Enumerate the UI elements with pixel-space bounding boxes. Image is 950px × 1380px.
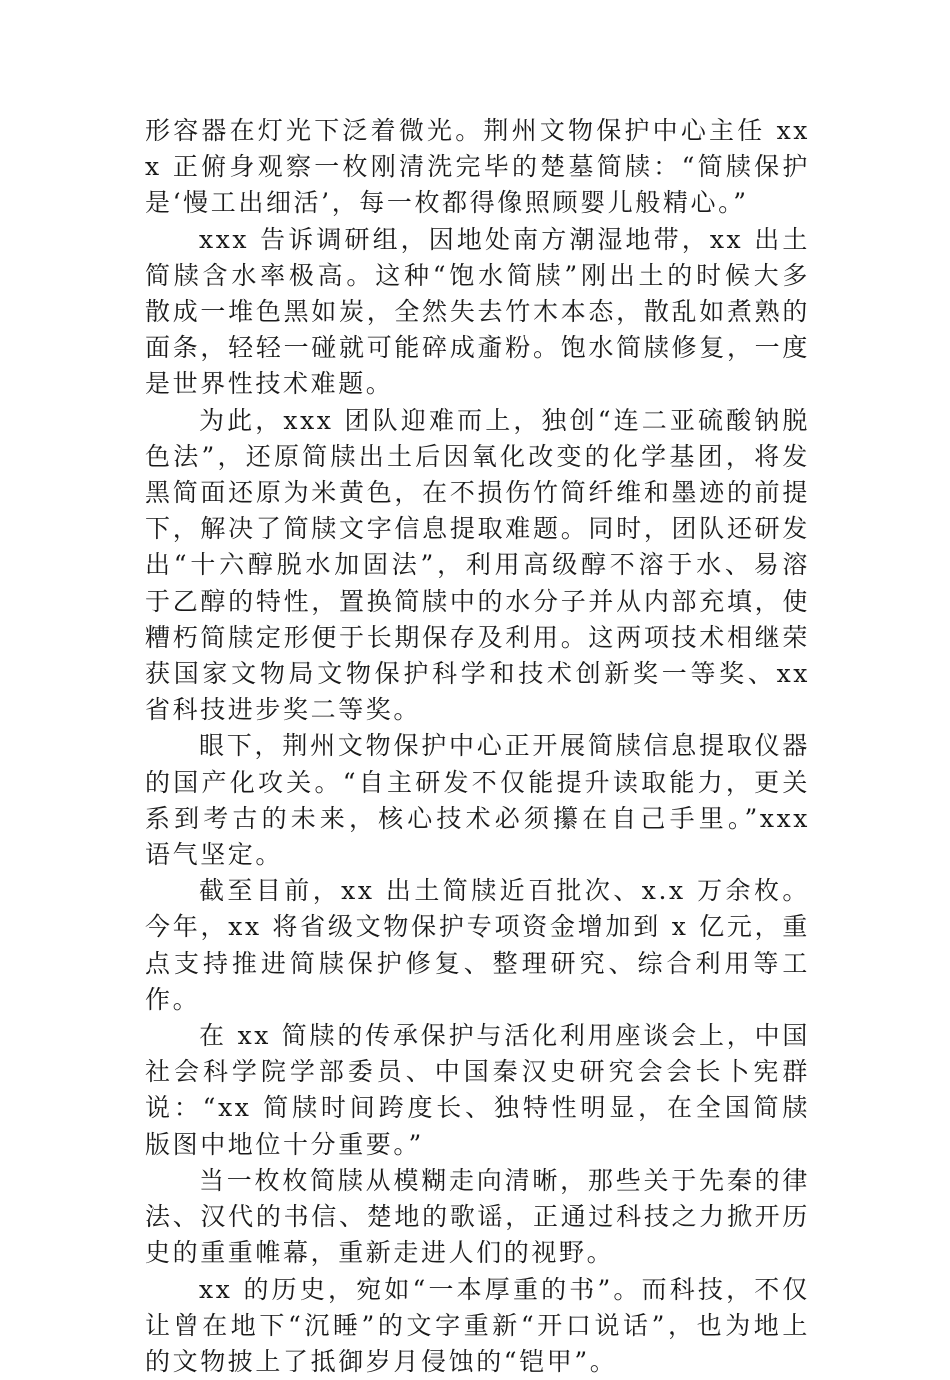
paragraph-symposium: 在 xx 简牍的传承保护与活化利用座谈会上，中国社会科学院学部委员、中国秦汉史研究会会长卜宪群说：“xx 简牍时间跨度长、独特性明显，在全国简牍版图中地位十分重要。”	[145, 1018, 810, 1163]
paragraph-history: 当一枚枚简牍从模糊走向清晰，那些关于先秦的律法、汉代的书信、楚地的歌谣，正通过科技之力掀开历史的重重帷幕，重新走进人们的视野。	[145, 1163, 810, 1272]
paragraph-statistics: 截至目前，xx 出土简牍近百批次、x.x 万余枚。今年，xx 将省级文物保护专项资金增加到 x 亿元，重点支持推进简牍保护修复、整理研究、综合利用等工作。	[145, 873, 810, 1018]
paragraph-humidity: xxx 告诉调研组，因地处南方潮湿地带，xx 出土简牍含水率极高。这种“饱水简牍”刚出土的时候大多散成一堆色黑如炭，全然失去竹木本态，散乱如煮熟的面条，轻轻一碰就可能碎成齑粉。饱水简牍修复，一度是世界性技术难题。	[145, 222, 810, 403]
paragraph-continuation: 形容器在灯光下泛着微光。荆州文物保护中心主任 xxx 正俯身观察一枚刚清洗完毕的楚墓简牍：“简牍保护是‘慢工出细活’，每一枚都得像照顾婴儿般精心。”	[145, 113, 810, 222]
paragraph-conclusion: xx 的历史，宛如“一本厚重的书”。而科技，不仅让曾在地下“沉睡”的文字重新“开口说话”，也为地上的文物披上了抵御岁月侵蚀的“铠甲”。	[145, 1272, 810, 1380]
article-body	[145, 113, 810, 1380]
paragraph-localization: 眼下，荆州文物保护中心正开展简牍信息提取仪器的国产化攻关。“自主研发不仅能提升读取能力，更关系到考古的未来，核心技术必须攥在自己手里。”xxx 语气坚定。	[145, 728, 810, 873]
paragraph-techniques: 为此，xxx 团队迎难而上，独创“连二亚硫酸钠脱色法”，还原简牍出土后因氧化改变的化学基团，将发黑简面还原为米黄色，在不损伤竹简纤维和墨迹的前提下，解决了简牍文字信息提取难题。同时，团队还研发出“十六醇脱水加固法”，利用高级醇不溶于水、易溶于乙醇的特性，置换简牍中的水分子并从内部充填，使糟朽简牍定形便于长期保存及利用。这两项技术相继荣获国家文物局文物保护科学和技术创新奖一等奖、xx 省科技进步奖二等奖。	[145, 403, 810, 729]
